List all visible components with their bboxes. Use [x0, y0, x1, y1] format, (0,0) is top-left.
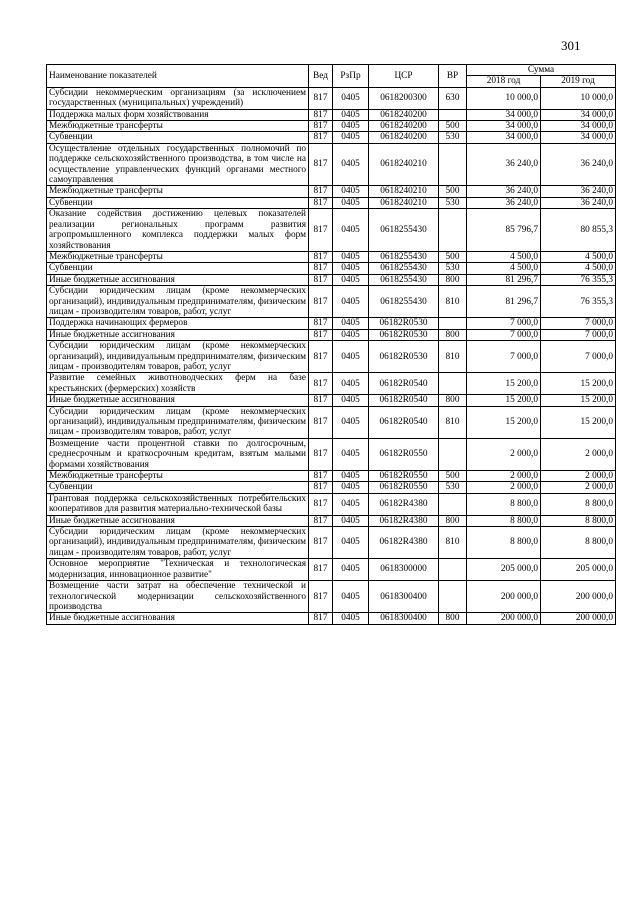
row-sum-2019: 7 000,0	[541, 318, 616, 329]
page-number: 301	[561, 38, 581, 53]
row-csr: 06182R4380	[369, 493, 439, 515]
row-name: Субвенции	[47, 263, 309, 274]
row-sum-2019: 2 000,0	[541, 482, 616, 493]
row-sum-2019: 8 800,0	[541, 515, 616, 526]
row-rzpr: 0405	[333, 493, 369, 515]
row-ved: 817	[309, 341, 333, 373]
row-sum-2019: 76 355,3	[541, 274, 616, 285]
row-csr: 0618240210	[369, 197, 439, 208]
row-sum-2019: 2 000,0	[541, 438, 616, 470]
header-2019: 2019 год	[541, 76, 616, 87]
row-rzpr: 0405	[333, 373, 369, 395]
row-ved: 817	[309, 263, 333, 274]
table-row	[47, 559, 616, 581]
row-csr: 06182R0530	[369, 341, 439, 373]
row-ved: 817	[309, 197, 333, 208]
row-ved: 817	[309, 471, 333, 482]
row-ved: 817	[309, 143, 333, 186]
row-csr: 06182R0530	[369, 318, 439, 329]
row-sum-2019: 200 000,0	[541, 613, 616, 624]
row-name: Межбюджетные трансферты	[47, 251, 309, 262]
row-ved: 817	[309, 373, 333, 395]
row-sum-2018: 4 500,0	[467, 263, 541, 274]
row-csr: 0618255430	[369, 263, 439, 274]
row-sum-2018: 81 296,7	[467, 274, 541, 285]
row-rzpr: 0405	[333, 515, 369, 526]
row-sum-2019: 36 240,0	[541, 186, 616, 197]
row-name: Развитие семейных животноводческих ферм на базе крестьянских (фермерских) хозяйств	[47, 373, 309, 395]
row-sum-2018: 7 000,0	[467, 318, 541, 329]
row-csr: 0618240200	[369, 132, 439, 143]
row-ved: 817	[309, 613, 333, 624]
row-sum-2018: 2 000,0	[467, 438, 541, 470]
row-csr: 0618240210	[369, 143, 439, 186]
row-rzpr: 0405	[333, 406, 369, 438]
row-sum-2018: 4 500,0	[467, 251, 541, 262]
row-vr: 810	[439, 286, 467, 318]
table-row	[47, 341, 616, 373]
row-csr: 0618240200	[369, 121, 439, 132]
row-sum-2018: 15 200,0	[467, 373, 541, 395]
row-csr: 06182R0540	[369, 406, 439, 438]
row-sum-2018: 8 800,0	[467, 493, 541, 515]
row-name: Иные бюджетные ассигнования	[47, 274, 309, 285]
row-vr	[439, 318, 467, 329]
row-rzpr: 0405	[333, 341, 369, 373]
table-row	[47, 482, 616, 493]
row-sum-2018: 205 000,0	[467, 559, 541, 581]
row-sum-2019: 200 000,0	[541, 581, 616, 613]
row-vr: 800	[439, 515, 467, 526]
table-row	[47, 527, 616, 559]
row-sum-2018: 7 000,0	[467, 341, 541, 373]
row-name: Иные бюджетные ассигнования	[47, 515, 309, 526]
row-ved: 817	[309, 109, 333, 120]
row-rzpr: 0405	[333, 132, 369, 143]
row-sum-2018: 200 000,0	[467, 613, 541, 624]
row-sum-2019: 76 355,3	[541, 286, 616, 318]
row-name: Поддержка малых форм хозяйствования	[47, 109, 309, 120]
row-name: Межбюджетные трансферты	[47, 471, 309, 482]
row-vr: 530	[439, 263, 467, 274]
row-vr: 800	[439, 329, 467, 340]
row-sum-2018: 81 296,7	[467, 286, 541, 318]
row-ved: 817	[309, 87, 333, 109]
row-rzpr: 0405	[333, 87, 369, 109]
row-csr: 0618300000	[369, 559, 439, 581]
row-ved: 817	[309, 581, 333, 613]
row-vr: 810	[439, 341, 467, 373]
header-name: Наименование показателей	[47, 65, 309, 88]
row-vr	[439, 493, 467, 515]
row-name: Оказание содействия достижению целевых показателей реализации региональных программ развития агропромышленного комплекса поддержки малых форм хозяйствования	[47, 209, 309, 252]
row-sum-2018: 34 000,0	[467, 121, 541, 132]
row-sum-2019: 205 000,0	[541, 559, 616, 581]
row-vr	[439, 209, 467, 252]
table-row	[47, 251, 616, 262]
row-csr: 0618255430	[369, 209, 439, 252]
table-row	[47, 395, 616, 406]
row-sum-2018: 7 000,0	[467, 329, 541, 340]
row-sum-2018: 200 000,0	[467, 581, 541, 613]
row-csr: 06182R0540	[369, 373, 439, 395]
row-rzpr: 0405	[333, 482, 369, 493]
row-rzpr: 0405	[333, 471, 369, 482]
row-sum-2019: 7 000,0	[541, 329, 616, 340]
table-row	[47, 197, 616, 208]
row-vr: 800	[439, 613, 467, 624]
row-csr: 06182R0540	[369, 395, 439, 406]
row-sum-2018: 36 240,0	[467, 143, 541, 186]
row-name: Субсидии юридическим лицам (кроме некоммерческих организаций), индивидуальным предпринимателям, физическим лицам - производителям товаров, работ, услуг	[47, 406, 309, 438]
row-ved: 817	[309, 186, 333, 197]
row-sum-2018: 34 000,0	[467, 132, 541, 143]
row-rzpr: 0405	[333, 263, 369, 274]
table-row	[47, 493, 616, 515]
row-name: Возмещение части затрат на обеспечение технической и технологической модернизации сельскохозяйственного производства	[47, 581, 309, 613]
row-sum-2019: 15 200,0	[541, 395, 616, 406]
row-vr: 530	[439, 482, 467, 493]
row-vr: 530	[439, 197, 467, 208]
row-ved: 817	[309, 406, 333, 438]
table-row	[47, 263, 616, 274]
table-row	[47, 515, 616, 526]
row-sum-2019: 8 800,0	[541, 527, 616, 559]
row-name: Грантовая поддержка сельскохозяйственных потребительских кооперативов для развития материально-технической базы	[47, 493, 309, 515]
table-row	[47, 286, 616, 318]
row-vr: 810	[439, 527, 467, 559]
row-sum-2019: 15 200,0	[541, 406, 616, 438]
row-rzpr: 0405	[333, 143, 369, 186]
table-row	[47, 406, 616, 438]
row-name: Межбюджетные трансферты	[47, 121, 309, 132]
row-sum-2019: 34 000,0	[541, 109, 616, 120]
row-name: Иные бюджетные ассигнования	[47, 395, 309, 406]
row-csr: 06182R0530	[369, 329, 439, 340]
row-vr: 500	[439, 121, 467, 132]
row-vr	[439, 438, 467, 470]
row-ved: 817	[309, 286, 333, 318]
row-rzpr: 0405	[333, 209, 369, 252]
row-sum-2018: 15 200,0	[467, 395, 541, 406]
row-sum-2019: 15 200,0	[541, 373, 616, 395]
header-ved: Вед	[309, 65, 333, 88]
row-sum-2018: 8 800,0	[467, 515, 541, 526]
row-rzpr: 0405	[333, 251, 369, 262]
table-row	[47, 318, 616, 329]
table-row	[47, 329, 616, 340]
table-row	[47, 209, 616, 252]
row-sum-2019: 34 000,0	[541, 121, 616, 132]
row-rzpr: 0405	[333, 527, 369, 559]
header-vr: ВР	[439, 65, 467, 88]
row-name: Возмещение части процентной ставки по долгосрочным, среднесрочным и краткосрочным кредитам, взятым малыми формами хозяйствования	[47, 438, 309, 470]
row-csr: 0618300400	[369, 581, 439, 613]
row-rzpr: 0405	[333, 121, 369, 132]
row-name: Субвенции	[47, 482, 309, 493]
header-2018: 2018 год	[467, 76, 541, 87]
row-csr: 0618200300	[369, 87, 439, 109]
row-csr: 0618255430	[369, 274, 439, 285]
row-rzpr: 0405	[333, 286, 369, 318]
row-vr	[439, 143, 467, 186]
row-ved: 817	[309, 438, 333, 470]
row-name: Межбюджетные трансферты	[47, 186, 309, 197]
row-sum-2019: 4 500,0	[541, 263, 616, 274]
table-row	[47, 373, 616, 395]
row-name: Иные бюджетные ассигнования	[47, 329, 309, 340]
header-row-top	[47, 65, 616, 76]
row-vr: 630	[439, 87, 467, 109]
row-name: Субсидии некоммерческим организациям (за исключением государственных (муниципальных) учреждений)	[47, 87, 309, 109]
row-csr: 0618255430	[369, 286, 439, 318]
table-row	[47, 581, 616, 613]
row-ved: 817	[309, 251, 333, 262]
row-name: Основное мероприятие "Техническая и технологическая модернизация, инновационное развитие"	[47, 559, 309, 581]
row-name: Субсидии юридическим лицам (кроме некоммерческих организаций), индивидуальным предпринимателям, физическим лицам - производителям товаров, работ, услуг	[47, 341, 309, 373]
row-ved: 817	[309, 482, 333, 493]
row-ved: 817	[309, 274, 333, 285]
row-csr: 06182R0550	[369, 482, 439, 493]
row-rzpr: 0405	[333, 581, 369, 613]
row-rzpr: 0405	[333, 395, 369, 406]
row-rzpr: 0405	[333, 613, 369, 624]
row-ved: 817	[309, 132, 333, 143]
row-sum-2019: 8 800,0	[541, 493, 616, 515]
row-csr: 06182R0550	[369, 438, 439, 470]
row-sum-2019: 7 000,0	[541, 341, 616, 373]
row-sum-2018: 2 000,0	[467, 471, 541, 482]
row-ved: 817	[309, 318, 333, 329]
row-csr: 0618240210	[369, 186, 439, 197]
row-name: Субсидии юридическим лицам (кроме некоммерческих организаций), индивидуальным предпринимателям, физическим лицам - производителям товаров, работ, услуг	[47, 286, 309, 318]
row-vr	[439, 559, 467, 581]
row-csr: 06182R0550	[369, 471, 439, 482]
row-vr: 500	[439, 186, 467, 197]
row-csr: 0618300400	[369, 613, 439, 624]
row-ved: 817	[309, 493, 333, 515]
table-row	[47, 471, 616, 482]
row-sum-2019: 36 240,0	[541, 197, 616, 208]
table-row	[47, 438, 616, 470]
row-rzpr: 0405	[333, 186, 369, 197]
row-sum-2019: 34 000,0	[541, 132, 616, 143]
table-row	[47, 274, 616, 285]
table-row	[47, 109, 616, 120]
row-sum-2019: 2 000,0	[541, 471, 616, 482]
row-rzpr: 0405	[333, 197, 369, 208]
row-vr	[439, 373, 467, 395]
row-rzpr: 0405	[333, 329, 369, 340]
row-sum-2019: 36 240,0	[541, 143, 616, 186]
row-vr: 800	[439, 395, 467, 406]
header-rzpr: РзПр	[333, 65, 369, 88]
row-vr: 500	[439, 471, 467, 482]
row-name: Субсидии юридическим лицам (кроме некоммерческих организаций), индивидуальным предпринимателям, физическим лицам - производителям товаров, работ, услуг	[47, 527, 309, 559]
row-csr: 0618240200	[369, 109, 439, 120]
row-name: Поддержка начинающих фермеров	[47, 318, 309, 329]
row-sum-2018: 10 000,0	[467, 87, 541, 109]
table-row	[47, 613, 616, 624]
table-row	[47, 121, 616, 132]
header-csr: ЦСР	[369, 65, 439, 88]
row-sum-2019: 80 855,3	[541, 209, 616, 252]
row-ved: 817	[309, 395, 333, 406]
table-row	[47, 132, 616, 143]
row-ved: 817	[309, 559, 333, 581]
row-name: Иные бюджетные ассигнования	[47, 613, 309, 624]
row-vr: 800	[439, 274, 467, 285]
header-sum: Сумма	[467, 65, 616, 76]
row-vr: 810	[439, 406, 467, 438]
row-name: Субвенции	[47, 132, 309, 143]
row-sum-2018: 36 240,0	[467, 197, 541, 208]
row-sum-2018: 34 000,0	[467, 109, 541, 120]
row-sum-2018: 2 000,0	[467, 482, 541, 493]
row-name: Субвенции	[47, 197, 309, 208]
table-body	[47, 87, 616, 624]
row-csr: 06182R4380	[369, 515, 439, 526]
row-vr	[439, 581, 467, 613]
table-row	[47, 186, 616, 197]
row-ved: 817	[309, 515, 333, 526]
row-vr: 530	[439, 132, 467, 143]
row-rzpr: 0405	[333, 559, 369, 581]
row-rzpr: 0405	[333, 274, 369, 285]
budget-table	[46, 64, 616, 625]
row-csr: 0618255430	[369, 251, 439, 262]
row-ved: 817	[309, 527, 333, 559]
row-rzpr: 0405	[333, 438, 369, 470]
row-rzpr: 0405	[333, 109, 369, 120]
row-sum-2018: 15 200,0	[467, 406, 541, 438]
row-csr: 06182R4380	[369, 527, 439, 559]
row-rzpr: 0405	[333, 318, 369, 329]
row-sum-2019: 10 000,0	[541, 87, 616, 109]
row-sum-2018: 36 240,0	[467, 186, 541, 197]
row-ved: 817	[309, 209, 333, 252]
row-sum-2019: 4 500,0	[541, 251, 616, 262]
row-vr	[439, 109, 467, 120]
row-sum-2018: 85 796,7	[467, 209, 541, 252]
row-name: Осуществление отдельных государственных полномочий по поддержке сельскохозяйственного производства, в том числе на осуществление управленческих функций органами местного самоуправления	[47, 143, 309, 186]
row-vr: 500	[439, 251, 467, 262]
row-ved: 817	[309, 329, 333, 340]
row-ved: 817	[309, 121, 333, 132]
table-row	[47, 143, 616, 186]
row-sum-2018: 8 800,0	[467, 527, 541, 559]
table-row	[47, 87, 616, 109]
